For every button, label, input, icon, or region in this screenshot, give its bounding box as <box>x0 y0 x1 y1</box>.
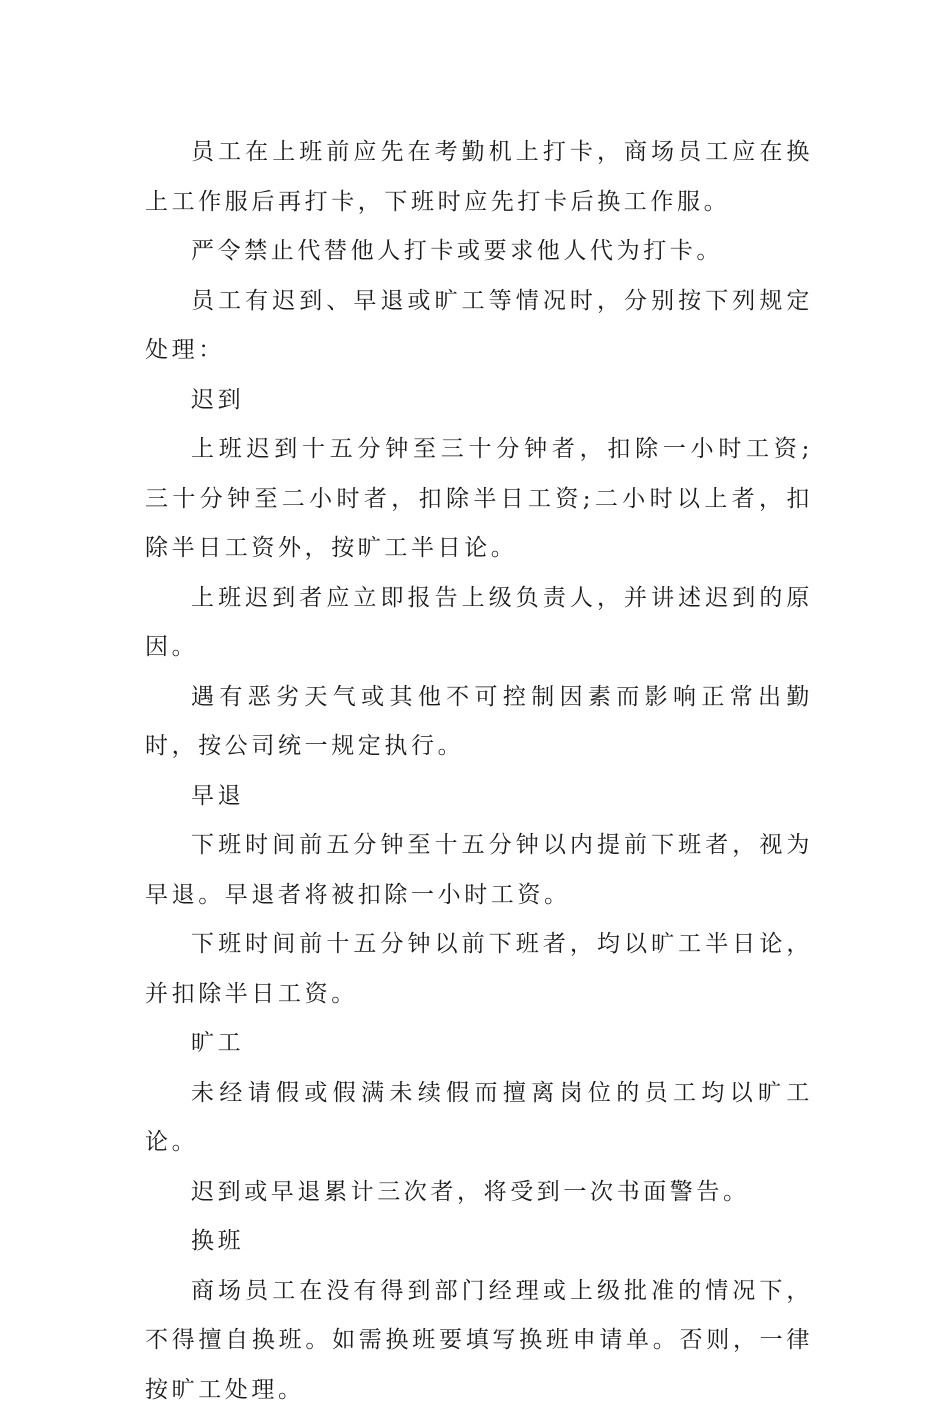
section-heading-shift-change: 换班 <box>145 1217 813 1267</box>
document-body <box>145 128 813 1415</box>
paragraph-late-deduction: 上班迟到十五分钟至三十分钟者，扣除一小时工资;三十分钟至二小时者，扣除半日工资;二小时以上者，扣除半日工资外，按旷工半日论。 <box>145 425 813 574</box>
paragraph-late-report: 上班迟到者应立即报告上级负责人，并讲述迟到的原因。 <box>145 574 813 673</box>
section-heading-absence: 旷工 <box>145 1019 813 1069</box>
paragraph-violation-intro: 员工有迟到、早退或旷工等情况时，分别按下列规定处理： <box>145 277 813 376</box>
paragraph-early-leave-definition: 下班时间前五分钟至十五分钟以内提前下班者，视为早退。早退者将被扣除一小时工资。 <box>145 821 813 920</box>
section-heading-late: 迟到 <box>145 376 813 426</box>
paragraph-shift-change-rule: 商场员工在没有得到部门经理或上级批准的情况下，不得擅自换班。如需换班要填写换班申请单。否则，一律按旷工处理。 <box>145 1267 813 1415</box>
paragraph-clock-in-rule: 员工在上班前应先在考勤机上打卡，商场员工应在换上工作服后再打卡，下班时应先打卡后换工作服。 <box>145 128 813 227</box>
paragraph-absence-definition: 未经请假或假满未续假而擅离岗位的员工均以旷工论。 <box>145 1069 813 1168</box>
paragraph-written-warning: 迟到或早退累计三次者，将受到一次书面警告。 <box>145 1168 813 1218</box>
paragraph-weather-exception: 遇有恶劣天气或其他不可控制因素而影响正常出勤时，按公司统一规定执行。 <box>145 673 813 772</box>
section-heading-early-leave: 早退 <box>145 772 813 822</box>
paragraph-no-proxy-clock-in: 严令禁止代替他人打卡或要求他人代为打卡。 <box>145 227 813 277</box>
paragraph-early-leave-absence: 下班时间前十五分钟以前下班者，均以旷工半日论，并扣除半日工资。 <box>145 920 813 1019</box>
